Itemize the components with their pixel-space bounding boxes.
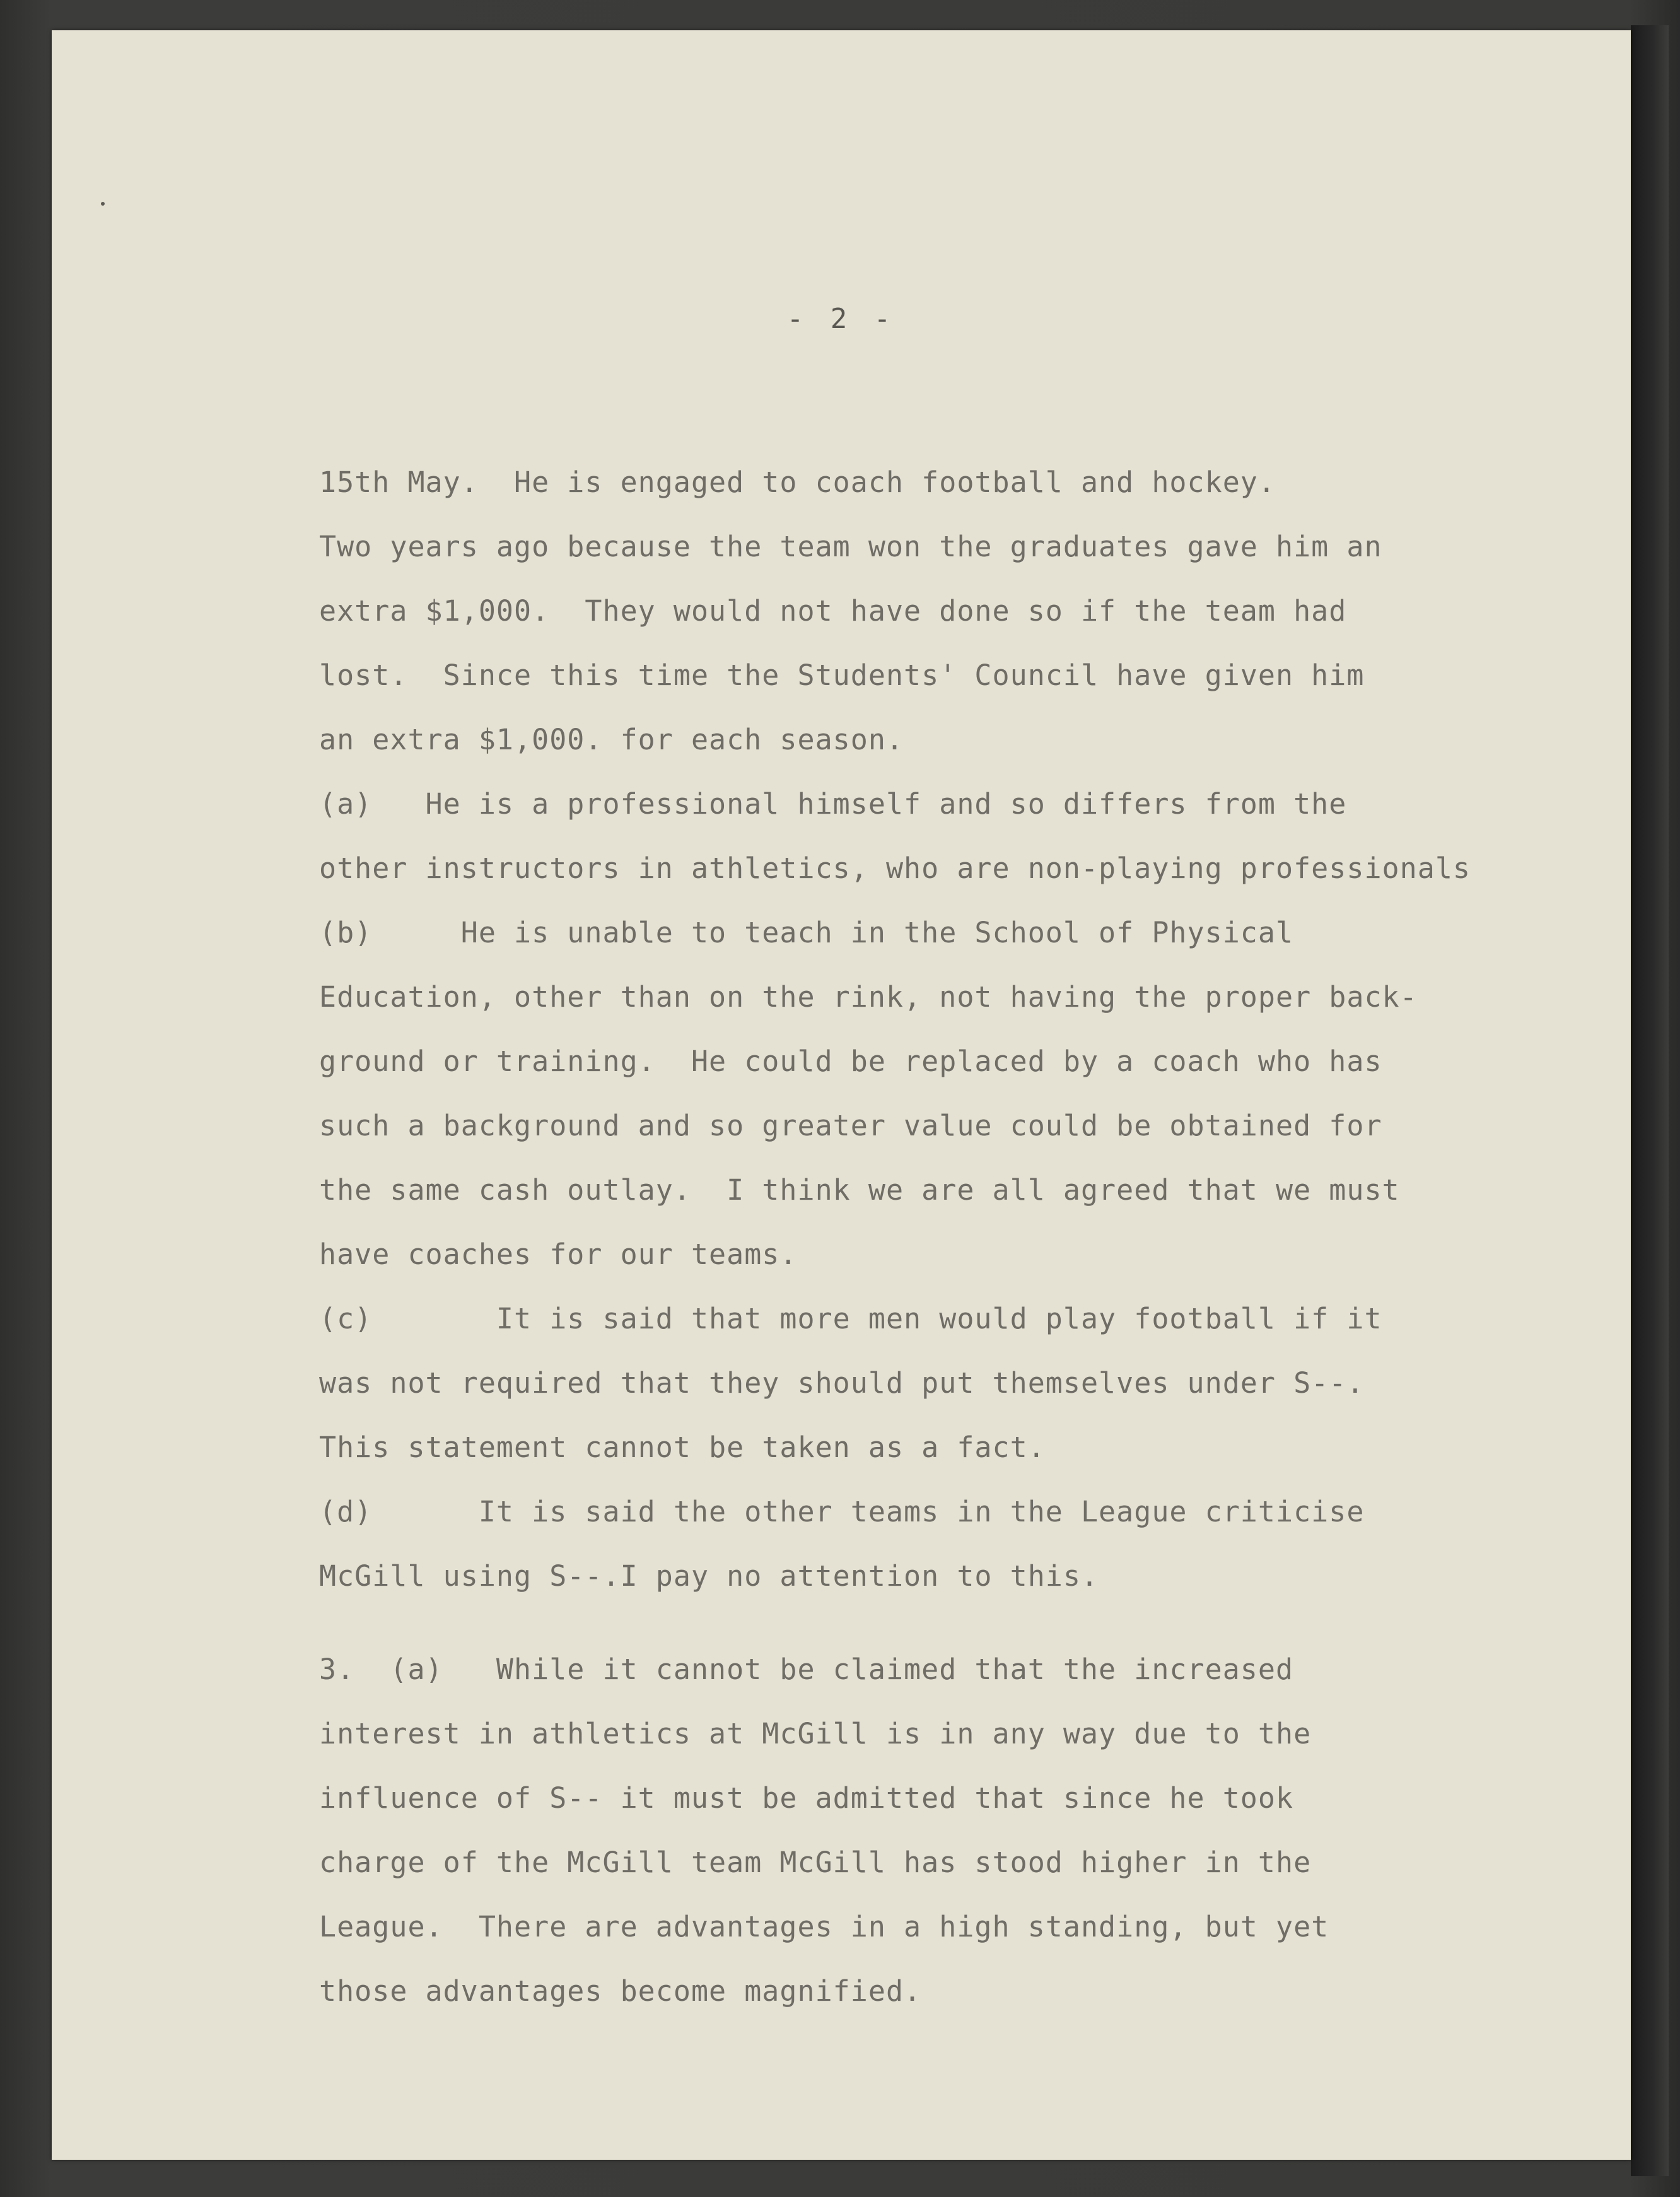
text-line: other instructors in athletics, who are non-playing professionals: [319, 852, 1471, 885]
text-line: charge of the McGill team McGill has stood higher in the: [319, 1846, 1312, 1879]
text-line: was not required that they should put themselves under S--.: [319, 1366, 1365, 1400]
text-line: those advantages become magnified.: [319, 1974, 922, 2008]
text-line: 3. (a) While it cannot be claimed that the increased: [319, 1653, 1294, 1686]
text-line: the same cash outlay. I think we are all agreed that we must: [319, 1173, 1400, 1207]
text-line: lost. Since this time the Students' Council have given him: [319, 659, 1365, 692]
text-line: League. There are advantages in a high standing, but yet: [319, 1910, 1329, 1943]
text-line: ground or training. He could be replaced by a coach who has: [319, 1045, 1382, 1078]
text-line: McGill using S--.I pay no attention to this.: [319, 1559, 1099, 1593]
text-line: This statement cannot be taken as a fact.: [319, 1431, 1046, 1464]
text-line: Two years ago because the team won the graduates gave him an: [319, 530, 1382, 563]
typed-page: [52, 30, 1631, 2160]
text-line: such a background and so greater value could be obtained for: [319, 1109, 1382, 1142]
mount-edge: [1631, 25, 1669, 2176]
text-line: (c) It is said that more men would play football if it: [319, 1302, 1382, 1335]
text-line: extra $1,000. They would not have done so if the team had: [319, 594, 1347, 628]
text-line: interest in athletics at McGill is in any way due to the: [319, 1717, 1312, 1750]
page-number: - 2 -: [786, 303, 896, 335]
text-line: (a) He is a professional himself and so differs from the: [319, 787, 1347, 821]
paper-speck: [101, 202, 105, 206]
text-line: (b) He is unable to teach in the School of Physical: [319, 916, 1294, 949]
text-line: 15th May. He is engaged to coach football and hockey.: [319, 466, 1276, 499]
text-line: (d) It is said the other teams in the League criticise: [319, 1495, 1365, 1528]
text-line: influence of S-- it must be admitted that since he took: [319, 1781, 1294, 1815]
text-line: an extra $1,000. for each season.: [319, 723, 904, 756]
text-line: Education, other than on the rink, not having the proper back-: [319, 980, 1418, 1014]
text-line: have coaches for our teams.: [319, 1238, 798, 1271]
